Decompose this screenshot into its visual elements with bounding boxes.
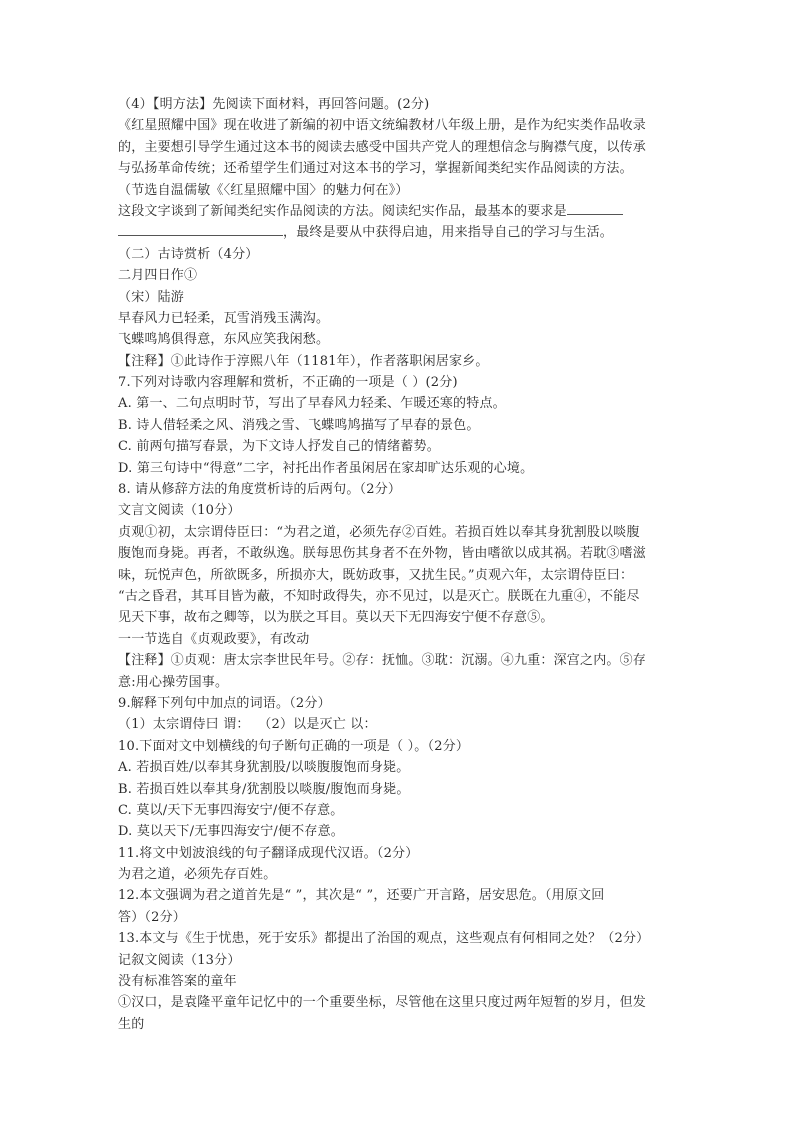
poem-section-heading: （二）古诗赏析（4分） bbox=[118, 246, 259, 262]
question-12: 12.本文强调为君之道首先是“ ”，其次是“ ”，还要广开言路，居安思危。（用原文回 bbox=[118, 888, 605, 904]
question-12-cont: 答）（2分） bbox=[118, 909, 186, 925]
exam-page bbox=[118, 94, 678, 1035]
q4-question-line-1 bbox=[118, 201, 678, 222]
q4-para-line: 与弘扬革命传统；还希望学生们通过对这本书的学习，掌握新闻类纪实作品阅读的方法。 bbox=[118, 161, 633, 177]
question-11: 11.将文中划波浪线的句子翻译成现代汉语。（2分） bbox=[118, 845, 419, 861]
q10-option-d: D. 莫以天下/无事四海安宁/便不存意。 bbox=[118, 824, 344, 840]
q11-sentence: 为君之道，必须先存百姓。 bbox=[118, 867, 277, 883]
q7-option-b: B. 诗人借轻柔之风、消残之雪、飞蝶鸣鸠描写了早春的景色。 bbox=[118, 417, 480, 433]
q4-para-line: 的，主要想引导学生通过这本书的阅读去感受中国共产党人的理想信念与胸襟气度，以传承 bbox=[118, 139, 647, 155]
poem-line: 早春风力已轻柔，瓦雪消残玉满沟。 bbox=[118, 310, 330, 326]
q4-question-text-b: ，最终是要从中获得启迪，用来指导自己的学习与生活。 bbox=[283, 225, 614, 241]
classical-passage-line: 腹饱而身毙。再者，不敢纵逸。朕每思伤其身者不在外物，皆由嗜欲以成其祸。若耽③嗜滋 bbox=[118, 546, 647, 562]
question-7: 7.下列对诗歌内容理解和赏析，不正确的一项是（ ）(2分) bbox=[118, 375, 458, 391]
q4-source: （节选自温儒敏《〈红星照耀中国〉的魅力何在》） bbox=[118, 182, 409, 198]
q4-title: （4）【明方法】先阅读下面材料，再回答问题。(2分) bbox=[118, 97, 430, 112]
classical-notes-line: 【注释】①贞观：唐太宗李世民年号。②存：抚恤。③耽：沉溺。④九重：深宫之内。⑤存 bbox=[118, 653, 647, 669]
q7-option-c: C. 前两句描写春景，为下文诗人抒发自己的情绪蓄势。 bbox=[118, 439, 440, 455]
poem-author: （宋）陆游 bbox=[118, 289, 185, 305]
q4-question-line-2 bbox=[118, 222, 678, 243]
q7-option-a: A. 第一、二句点明时节，写出了早春风力轻柔、乍暖还寒的特点。 bbox=[118, 396, 506, 412]
q4-para-line: 《红星照耀中国》现在收进了新编的初中语文统编教材八年级上册，是作为纪实类作品收录 bbox=[118, 118, 647, 134]
question-10: 10.下面对文中划横线的句子断句正确的一项是（ ）。（2分） bbox=[118, 738, 470, 754]
classical-passage-line: “古之昏君，其耳目皆为蔽，不知时政得失，亦不见过，以是灭亡。朕既在九重④，不能尽 bbox=[118, 588, 640, 604]
classical-source: 一一节选自《贞观政要》，有改动 bbox=[118, 631, 310, 647]
q9-items: （1）太宗谓侍曰 谓： （2）以是灭亡 以： bbox=[118, 717, 377, 733]
q4-question-text-a: 这段文字谈到了新闻类纪实作品阅读的方法。阅读纪实作品，最基本的要求是 bbox=[118, 203, 567, 219]
classical-passage-line: 贞观①初，太宗谓侍臣曰：“为君之道，必须先存②百姓。若损百姓以奉其身犹割股以啖腹 bbox=[118, 524, 640, 540]
poem-line: 飞蝶鸣鸠俱得意，东风应笑我闲愁。 bbox=[118, 332, 330, 348]
narrative-title: 没有标准答案的童年 bbox=[118, 974, 237, 990]
narrative-section-heading: 记叙文阅读（13分） bbox=[118, 952, 241, 968]
q10-option-a: A. 若损百姓/以奉其身犹割股/以啖腹腹饱而身毙。 bbox=[118, 760, 410, 776]
poem-title: 二月四日作① bbox=[118, 268, 198, 284]
classical-section-heading: 文言文阅读（10分） bbox=[118, 503, 241, 519]
answer-blank[interactable] bbox=[567, 201, 623, 215]
narrative-para-line: 生的 bbox=[118, 1016, 145, 1032]
question-13: 13.本文与《生于忧患，死于安乐》都提出了治国的观点，这些观点有何相同之处？（2分） bbox=[118, 931, 650, 947]
q10-option-b: B. 若损百姓以奉其身/犹割股以啖腹/腹饱而身毙。 bbox=[118, 781, 410, 797]
answer-blank[interactable] bbox=[118, 222, 283, 236]
q7-option-d: D. 第三句诗中“得意”二字，衬托出作者虽闲居在家却旷达乐观的心境。 bbox=[118, 460, 534, 476]
q10-option-c: C. 莫以/天下无事四海安宁/便不存意。 bbox=[118, 802, 344, 818]
narrative-para-line: ①汉口，是袁隆平童年记忆中的一个重要坐标，尽管他在这里只度过两年短暂的岁月，但发 bbox=[118, 995, 647, 1011]
question-8: 8. 请从修辞方法的角度赏析诗的后两句。（2分） bbox=[118, 482, 402, 498]
classical-passage-line: 见天下事，故布之卿等，以为朕之耳目。莫以天下无四海安宁便不存意⑤。 bbox=[118, 610, 554, 626]
classical-notes-line: 意:用心操劳国事。 bbox=[118, 674, 229, 690]
poem-note: 【注释】①此诗作于淳熙八年（1181年），作者落职闲居家乡。 bbox=[118, 353, 489, 369]
classical-passage-line: 味，玩悦声色，所欲既多，所损亦大，既妨政事，又扰生民。”贞观六年，太宗谓侍臣曰： bbox=[118, 567, 634, 583]
question-9: 9.解释下列句中加点的词语。（2分） bbox=[118, 695, 331, 711]
